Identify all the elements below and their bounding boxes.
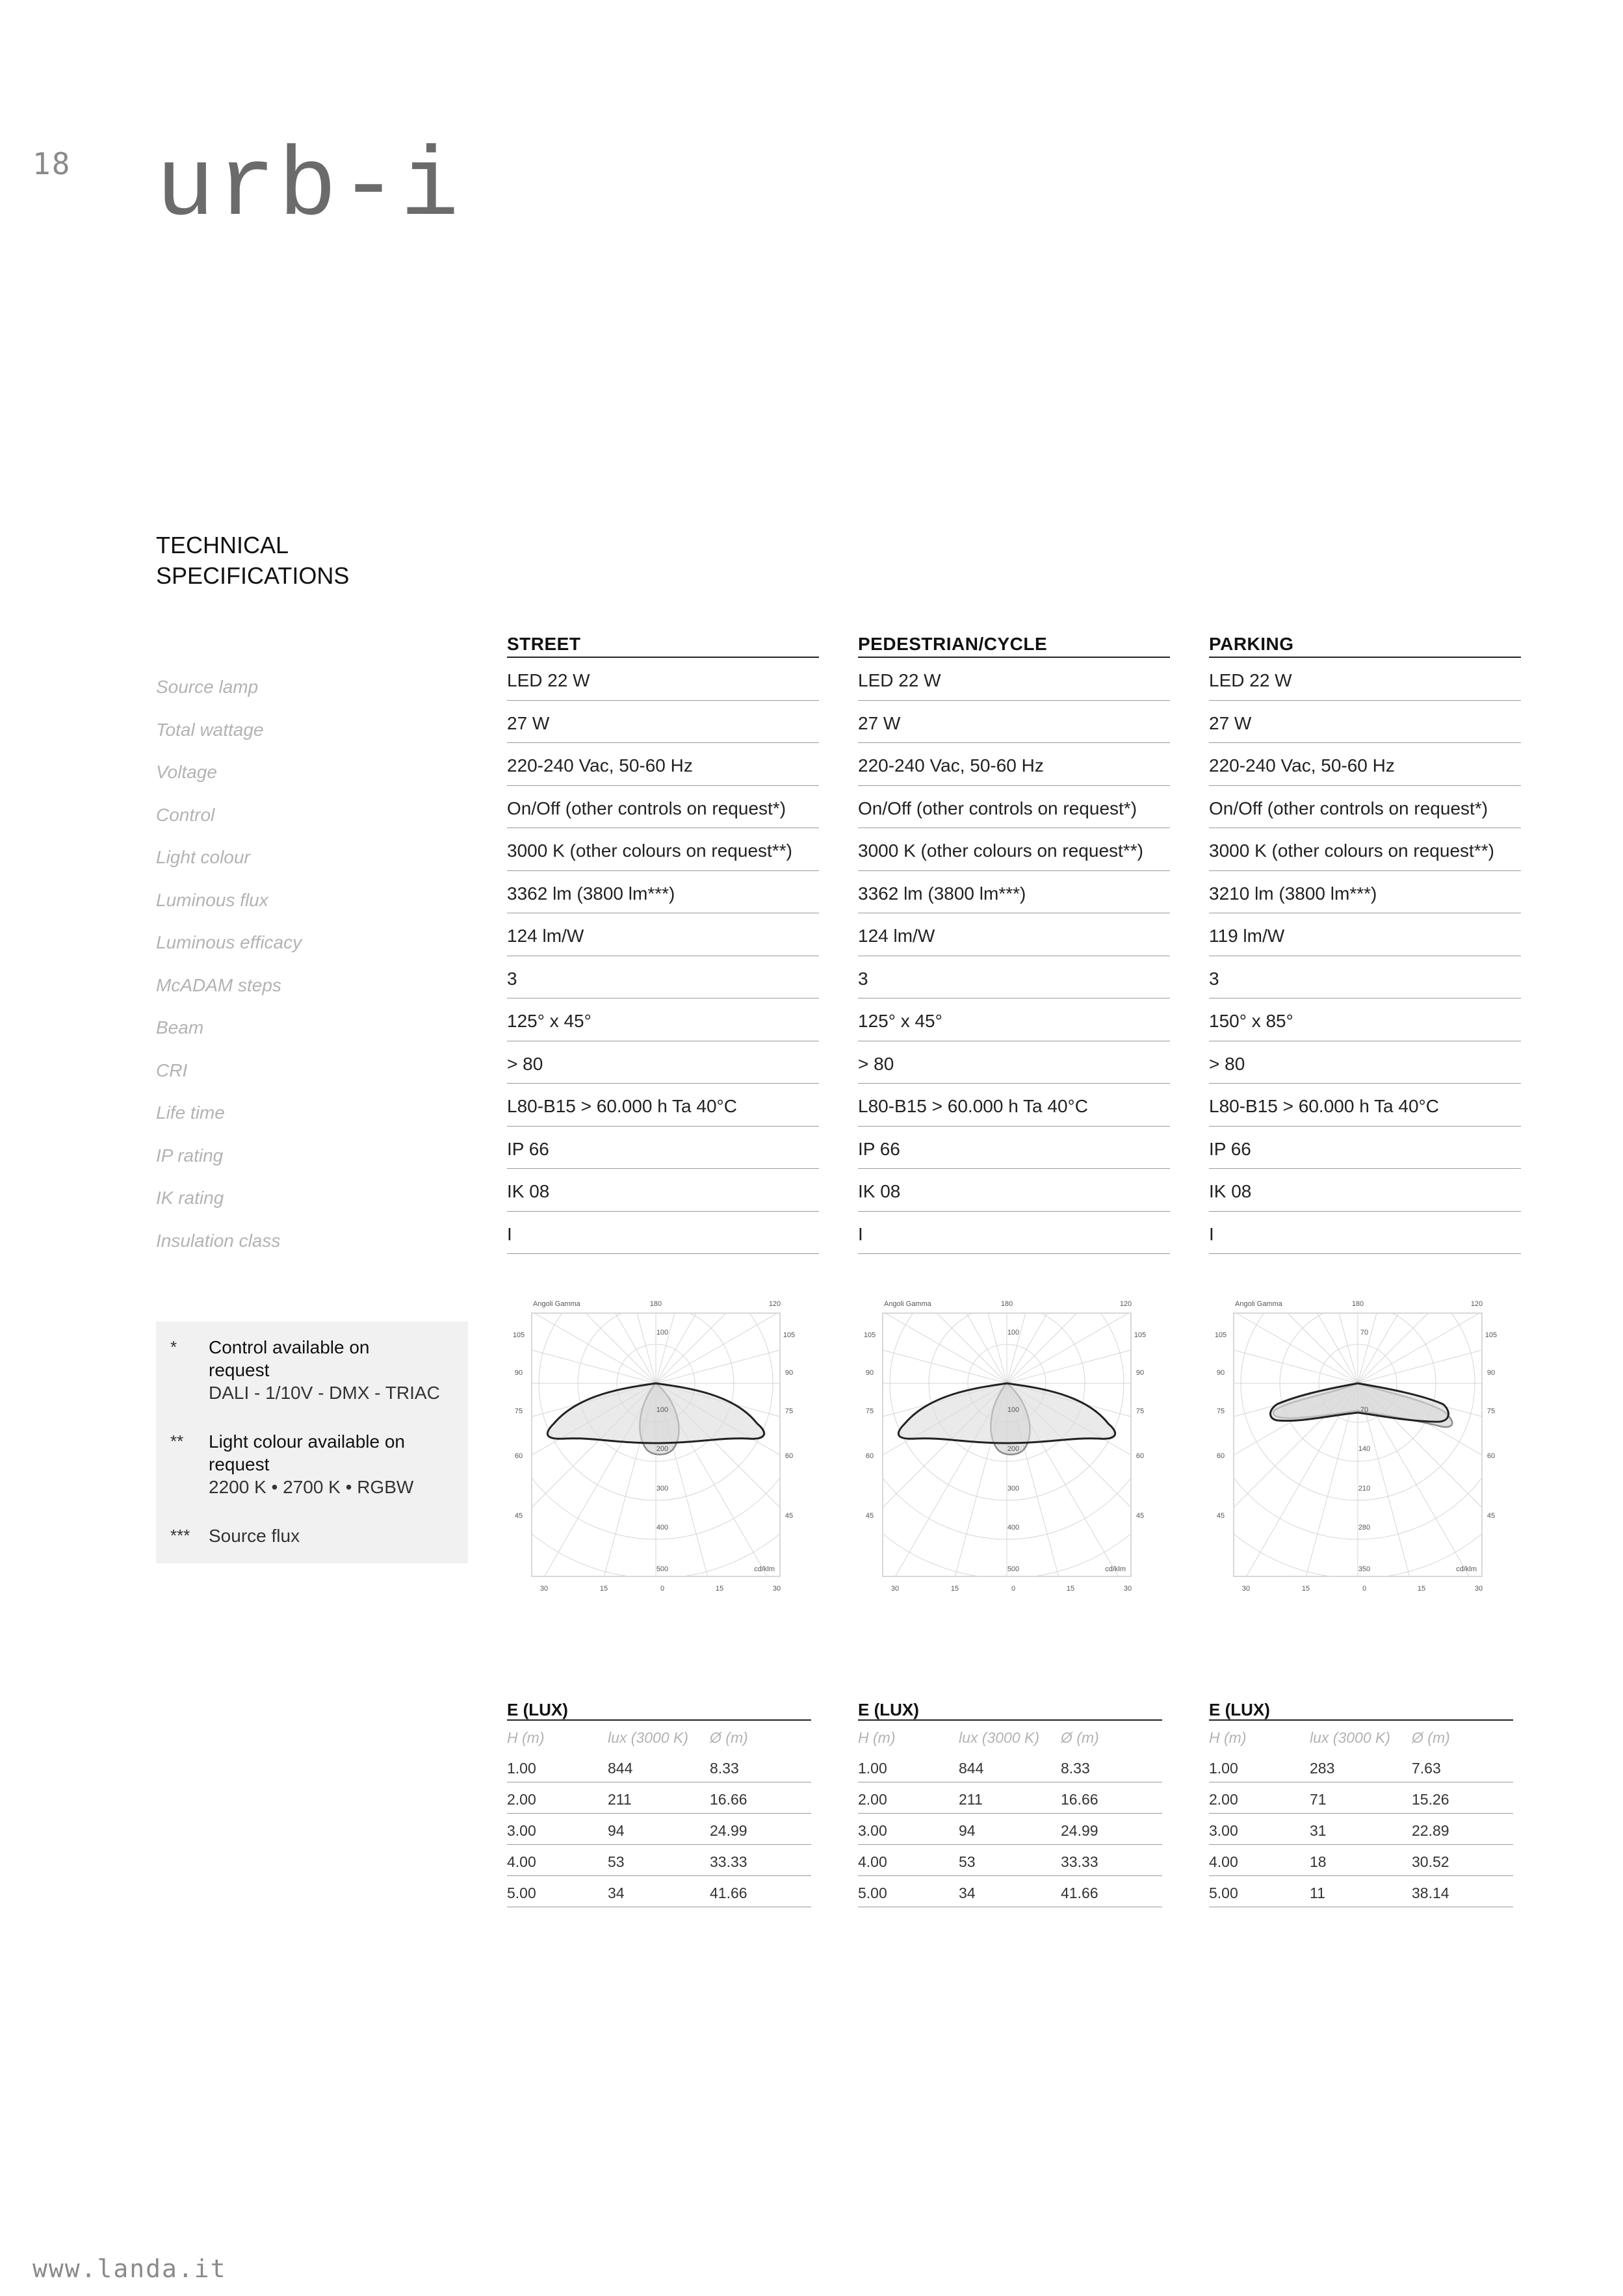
diagram-label: 90 [865,1369,874,1377]
lux-table-header-row [858,1721,1162,1751]
table-cell: 71 [1310,1791,1327,1808]
table-row [1209,1814,1513,1845]
diagram-label: 70 [1360,1406,1369,1414]
lux-table-street [507,1695,811,1907]
diagram-label: 30 [1123,1585,1132,1593]
spec-label: McADAM steps [156,974,281,995]
table-cell: 3.00 [1209,1822,1238,1839]
spec-value: 220-240 Vac, 50-60 Hz [507,743,819,786]
diagram-label: 200 [1007,1445,1020,1453]
table-cell: 4.00 [507,1853,536,1870]
spec-value: IP 66 [858,1127,1170,1169]
spec-value: IP 66 [1209,1127,1521,1169]
spec-label: Life time [156,1102,225,1123]
diagram-label: 90 [1136,1369,1145,1377]
spec-value: L80-B15 > 60.000 h Ta 40°C [858,1084,1170,1127]
diagram-label: 70 [1360,1329,1369,1337]
table-cell: 211 [608,1791,632,1808]
page-number: 18 [32,146,71,181]
diagram-label: 180 [649,1300,662,1308]
spec-label: Light colour [156,847,250,867]
table-cell: 41.66 [1061,1885,1098,1901]
footnote [170,1430,468,1498]
table-row [1209,1876,1513,1907]
table-cell: 18 [1310,1853,1327,1870]
table-cell: 53 [959,1853,976,1870]
footnote [170,1524,468,1547]
spec-value: On/Off (other controls on request*) [858,786,1170,829]
table-cell: 8.33 [1061,1760,1090,1777]
table-cell: 283 [1310,1760,1335,1777]
spec-column-street [507,627,819,1254]
diagram-label: 280 [1358,1524,1371,1532]
spec-value: IK 08 [507,1169,819,1212]
spec-label: Total wattage [156,719,264,740]
diagram-label: 15 [950,1585,959,1593]
diagram-label: 75 [1136,1407,1145,1415]
diagram-label: 0 [660,1585,665,1593]
table-cell: 5.00 [507,1885,536,1901]
diagram-label: 105 [1134,1331,1147,1339]
table-cell: 11 [1310,1885,1325,1901]
diagram-label: 45 [1216,1512,1225,1520]
diagram-label: 45 [785,1512,794,1520]
diagram-label: 100 [656,1329,669,1337]
lux-column-header: lux (3000 K) [959,1729,1040,1746]
diagram-label: 90 [514,1369,523,1377]
spec-value: 3362 lm (3800 lm***) [507,871,819,914]
diagram-label: 75 [785,1407,794,1415]
lux-table-header-row [1209,1721,1513,1751]
diagram-label: 500 [1007,1565,1020,1573]
spec-value: 119 lm/W [1209,913,1521,956]
diagram-label: 75 [1487,1407,1496,1415]
spec-label: IK rating [156,1188,224,1208]
table-cell: 1.00 [858,1760,887,1777]
diagram-label: Angoli Gamma [884,1300,931,1308]
spec-value: 3000 K (other colours on request**) [507,828,819,871]
diagram-label: 60 [514,1452,523,1460]
lux-column-header: Ø (m) [1061,1729,1099,1746]
diagram-label: 30 [890,1585,900,1593]
spec-value: I [507,1212,819,1255]
table-cell: 24.99 [710,1822,747,1839]
diagram-label: 45 [1487,1512,1496,1520]
diagram-label: 45 [514,1512,523,1520]
footnote-text: DALI - 1/10V - DMX - TRIAC [209,1383,440,1403]
table-cell: 3.00 [507,1822,536,1839]
column-heading: PARKING [1209,627,1521,658]
table-cell: 22.89 [1412,1822,1449,1839]
diagram-label: 0 [1362,1585,1367,1593]
lux-table-header-row [507,1721,811,1751]
spec-value: 3 [1209,956,1521,999]
diagram-label: 30 [1474,1585,1483,1593]
spec-column-parking [1209,627,1521,1254]
diagram-label: 500 [656,1565,669,1573]
footnote-text: Source flux [209,1526,300,1546]
grid-ray [1163,1383,1358,1721]
table-cell: 34 [608,1885,625,1901]
spec-label: CRI [156,1060,188,1080]
spec-column-pedestrian-cycle [858,627,1170,1254]
spec-value: 3 [858,956,1170,999]
table-row [507,1814,811,1845]
spec-value: 220-240 Vac, 50-60 Hz [1209,743,1521,786]
table-cell: 7.63 [1412,1760,1441,1777]
table-cell: 16.66 [710,1791,747,1808]
spec-value: 27 W [858,701,1170,744]
table-row [507,1876,811,1907]
lux-column-header: H (m) [507,1729,545,1746]
table-row [507,1845,811,1876]
diagram-label: 75 [865,1407,874,1415]
spec-value: 3362 lm (3800 lm***) [858,871,1170,914]
lux-column-header: lux (3000 K) [1310,1729,1391,1746]
spec-value: On/Off (other controls on request*) [507,786,819,829]
table-cell: 53 [608,1853,625,1870]
diagram-label: 105 [863,1331,876,1339]
lux-column-header: H (m) [1209,1729,1247,1746]
diagram-label: 90 [1216,1369,1225,1377]
table-row [507,1782,811,1814]
diagram-label: 45 [1136,1512,1145,1520]
spec-value: L80-B15 > 60.000 h Ta 40°C [1209,1084,1521,1127]
diagram-label: 105 [1485,1331,1498,1339]
table-cell: 1.00 [507,1760,536,1777]
table-row [1209,1845,1513,1876]
diagram-label: 15 [715,1585,724,1593]
diagram-label: 300 [1007,1485,1020,1493]
grid-ray [1358,1383,1553,1721]
column-heading: STREET [507,627,819,658]
diagram-label: 400 [1007,1524,1020,1532]
spec-value: 3000 K (other colours on request**) [858,828,1170,871]
table-cell: 16.66 [1061,1791,1098,1808]
intensity-curve-c0 [1270,1383,1448,1422]
diagram-label: 15 [1066,1585,1075,1593]
table-cell: 94 [608,1822,625,1839]
table-row [1209,1751,1513,1782]
section-title-line-1: TECHNICAL [156,532,289,558]
photometric-diagram-pedestrian-cycle [858,1290,1147,1596]
diagram-label: 180 [1000,1300,1013,1308]
diagram-label: 105 [783,1331,796,1339]
table-row [858,1876,1162,1907]
diagram-label: 60 [1216,1452,1225,1460]
table-cell: 24.99 [1061,1822,1098,1839]
diagram-label: 140 [1358,1445,1371,1453]
section-title [156,530,349,591]
diagram-label: 120 [768,1300,781,1308]
diagram-label: 210 [1358,1485,1371,1493]
diagram-label: 60 [785,1452,794,1460]
diagram-label: 75 [514,1407,523,1415]
footnote-heading: Control available on request [209,1337,370,1380]
footer-url: www.landa.it [32,2254,227,2283]
diagram-label: 15 [1301,1585,1310,1593]
spec-label: Beam [156,1017,204,1037]
spec-value: I [1209,1212,1521,1255]
footnotes-box [156,1322,468,1563]
spec-value: 3 [507,956,819,999]
lux-column-header: Ø (m) [1412,1729,1450,1746]
diagram-label: 90 [1487,1369,1496,1377]
lux-table-heading: E (LUX) [1209,1695,1513,1721]
diagram-label: cd/klm [1456,1565,1477,1573]
spec-value: 3000 K (other colours on request**) [1209,828,1521,871]
lux-column-header: Ø (m) [710,1729,748,1746]
table-cell: 8.33 [710,1760,739,1777]
diagram-label: 60 [865,1452,874,1460]
table-cell: 33.33 [710,1853,747,1870]
spec-label: Insulation class [156,1230,281,1251]
spec-value: 27 W [507,701,819,744]
diagram-label: 100 [1007,1406,1020,1414]
spec-value: 27 W [1209,701,1521,744]
table-cell: 4.00 [858,1853,887,1870]
table-row [858,1751,1162,1782]
footnote-heading: Light colour available on request [209,1431,405,1474]
table-cell: 2.00 [858,1791,887,1808]
table-row [858,1782,1162,1814]
lux-table-parking [1209,1695,1513,1907]
table-row [507,1751,811,1782]
diagram-label: 180 [1351,1300,1364,1308]
diagram-label: 120 [1470,1300,1483,1308]
diagram-label: 400 [656,1524,669,1532]
diagram-label: cd/klm [1105,1565,1126,1573]
spec-value: IK 08 [858,1169,1170,1212]
diagram-label: 30 [539,1585,549,1593]
photometric-diagram-parking [1209,1290,1498,1596]
diagram-label: 60 [1136,1452,1145,1460]
diagram-label: 300 [656,1485,669,1493]
spec-label: Voltage [156,762,217,782]
diagram-label: Angoli Gamma [1235,1300,1282,1308]
spec-value: 150° x 85° [1209,998,1521,1041]
spec-value: 3210 lm (3800 lm***) [1209,871,1521,914]
spec-label: Control [156,804,215,825]
table-cell: 211 [959,1791,983,1808]
spec-value: 124 lm/W [507,913,819,956]
table-cell: 30.52 [1412,1853,1449,1870]
diagram-label: 100 [656,1406,669,1414]
table-row [1209,1782,1513,1814]
diagram-label: 30 [772,1585,781,1593]
photometric-diagram-street [507,1290,796,1596]
grid-ray [1358,1383,1623,1659]
diagram-label: 90 [785,1369,794,1377]
spec-value: LED 22 W [507,658,819,701]
table-cell: 33.33 [1061,1853,1098,1870]
diagram-label: 105 [1214,1331,1227,1339]
spec-label: Source lamp [156,677,259,697]
table-cell: 3.00 [858,1822,887,1839]
diagram-label: 350 [1358,1565,1371,1573]
table-cell: 2.00 [507,1791,536,1808]
diagram-label: 30 [1241,1585,1251,1593]
spec-value: LED 22 W [858,658,1170,701]
diagram-label: 75 [1216,1407,1225,1415]
spec-value: 124 lm/W [858,913,1170,956]
lux-table-heading: E (LUX) [858,1695,1162,1721]
table-cell: 34 [959,1885,976,1901]
diagram-label: 105 [512,1331,525,1339]
spec-value: > 80 [858,1041,1170,1084]
diagram-label: 60 [1487,1452,1496,1460]
table-cell: 1.00 [1209,1760,1238,1777]
table-cell: 31 [1310,1822,1327,1839]
diagram-label: 15 [599,1585,608,1593]
spec-label: Luminous flux [156,889,268,910]
table-cell: 94 [959,1822,976,1839]
spec-value: LED 22 W [1209,658,1521,701]
spec-label: IP rating [156,1145,224,1166]
diagram-label: 0 [1011,1585,1016,1593]
column-heading: PEDESTRIAN/CYCLE [858,627,1170,658]
table-cell: 41.66 [710,1885,747,1901]
spec-value: 220-240 Vac, 50-60 Hz [858,743,1170,786]
spec-value: On/Off (other controls on request*) [1209,786,1521,829]
spec-value: IK 08 [1209,1169,1521,1212]
table-cell: 844 [959,1760,984,1777]
lux-column-header: lux (3000 K) [608,1729,689,1746]
table-cell: 2.00 [1209,1791,1238,1808]
diagram-label: 15 [1417,1585,1426,1593]
table-cell: 844 [608,1760,633,1777]
spec-labels [156,664,481,1260]
spec-value: > 80 [1209,1041,1521,1084]
spec-value: I [858,1212,1170,1255]
lux-table-heading: E (LUX) [507,1695,811,1721]
table-cell: 5.00 [1209,1885,1238,1901]
lux-column-header: H (m) [858,1729,896,1746]
diagram-label: 200 [656,1445,669,1453]
table-cell: 15.26 [1412,1791,1449,1808]
spec-value: 125° x 45° [858,998,1170,1041]
spec-value: IP 66 [507,1127,819,1169]
spec-value: > 80 [507,1041,819,1084]
spec-value: L80-B15 > 60.000 h Ta 40°C [507,1084,819,1127]
section-title-line-2: SPECIFICATIONS [156,562,350,589]
diagram-label: Angoli Gamma [533,1300,580,1308]
spec-value: 125° x 45° [507,998,819,1041]
diagram-label: 100 [1007,1329,1020,1337]
footnote-text: 2200 K • 2700 K • RGBW [209,1477,414,1497]
table-cell: 38.14 [1412,1885,1449,1901]
footnote [170,1336,468,1404]
table-cell: 4.00 [1209,1853,1238,1870]
lux-table-pedestrian-cycle [858,1695,1162,1907]
table-row [858,1814,1162,1845]
table-cell: 5.00 [858,1885,887,1901]
diagram-label: 120 [1119,1300,1132,1308]
diagram-label: cd/klm [754,1565,775,1573]
footnote-mark: *** [170,1526,190,1545]
footnote-mark: ** [170,1431,184,1451]
diagram-label: 45 [865,1512,874,1520]
table-row [858,1845,1162,1876]
footnote-mark: * [170,1337,177,1357]
product-title: urb-i [156,133,462,244]
spec-label: Luminous efficacy [156,932,302,952]
